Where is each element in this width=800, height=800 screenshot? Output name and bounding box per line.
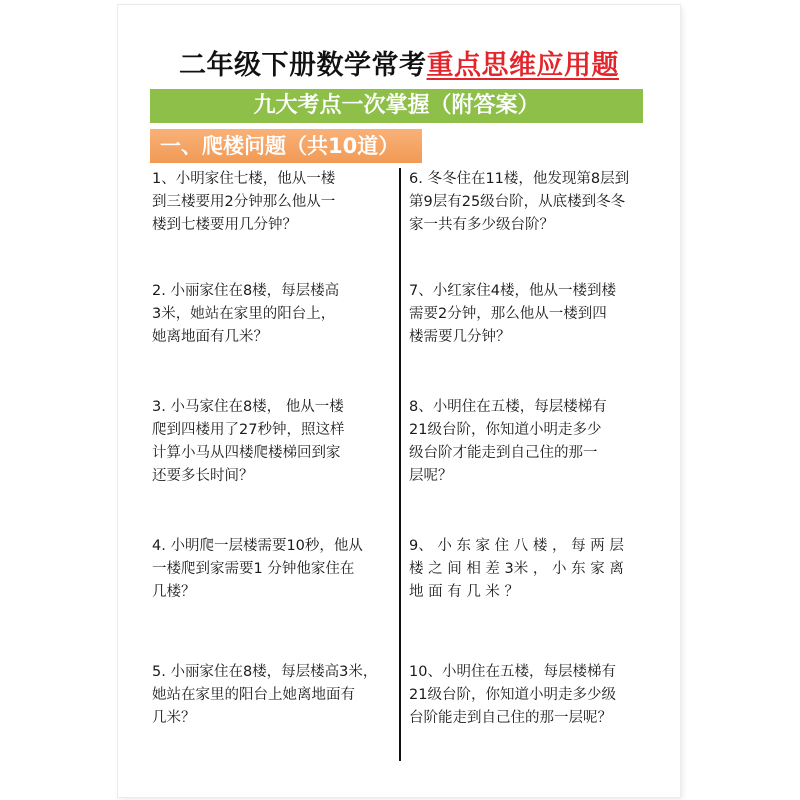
title-part1: 二年级下册数学常考 — [179, 50, 427, 81]
question-7: 7、小红家住4楼，他从一楼到楼 需要2分钟，那么他从一楼到四 楼需要几分钟？ — [409, 283, 616, 345]
question-3: 3. 小马家住在8楼， 他从一楼 爬到四楼用了27秒钟，照这样 计算小马从四楼爬楼梯回到家 还要多长时间？ — [152, 399, 345, 484]
page-title — [118, 43, 680, 82]
question-10: 10、小明住在五楼，每层楼梯有 21级台阶，你知道小明走多少级 台阶能走到自己住的那一层呢？ — [409, 664, 616, 726]
column-divider — [399, 168, 401, 761]
question-9: 9、 小 东 家 住 八 楼 ， 每 两 层 楼 之 间 相 差 3米 ， 小 东 家 离 地 面 有 几 米 ？ — [409, 538, 624, 600]
question-6: 6. 冬冬住在11楼，他发现第8层到 第9层有25级台阶，从底楼到冬冬 家一共有多少级台阶？ — [409, 171, 630, 233]
worksheet-page — [118, 5, 680, 797]
question-8: 8、小明住在五楼，每层楼梯有 21级台阶，你知道小明走多少 级台阶才能走到自己住的那一 层呢？ — [409, 399, 607, 484]
title-highlight: 重点思维应用题 — [426, 50, 619, 81]
banner: 九大考点一次掌握（附答案） — [150, 89, 643, 123]
question-1: 1、小明家住七楼，他从一楼 到三楼要用2分钟那么他从一 楼到七楼要用几分钟？ — [152, 171, 336, 233]
section-heading: 一、爬楼问题（共10道） — [150, 129, 422, 163]
question-5: 5. 小丽家住在8楼，每层楼高3米， 她站在家里的阳台上她离地面有 几米？ — [152, 664, 378, 726]
question-4: 4. 小明爬一层楼需要10秒，他从 一楼爬到家需要1 分钟他家住在 几楼？ — [152, 538, 363, 600]
question-2: 2. 小丽家住在8楼，每层楼高 3米，她站在家里的阳台上， 她离地面有几米？ — [152, 283, 340, 345]
